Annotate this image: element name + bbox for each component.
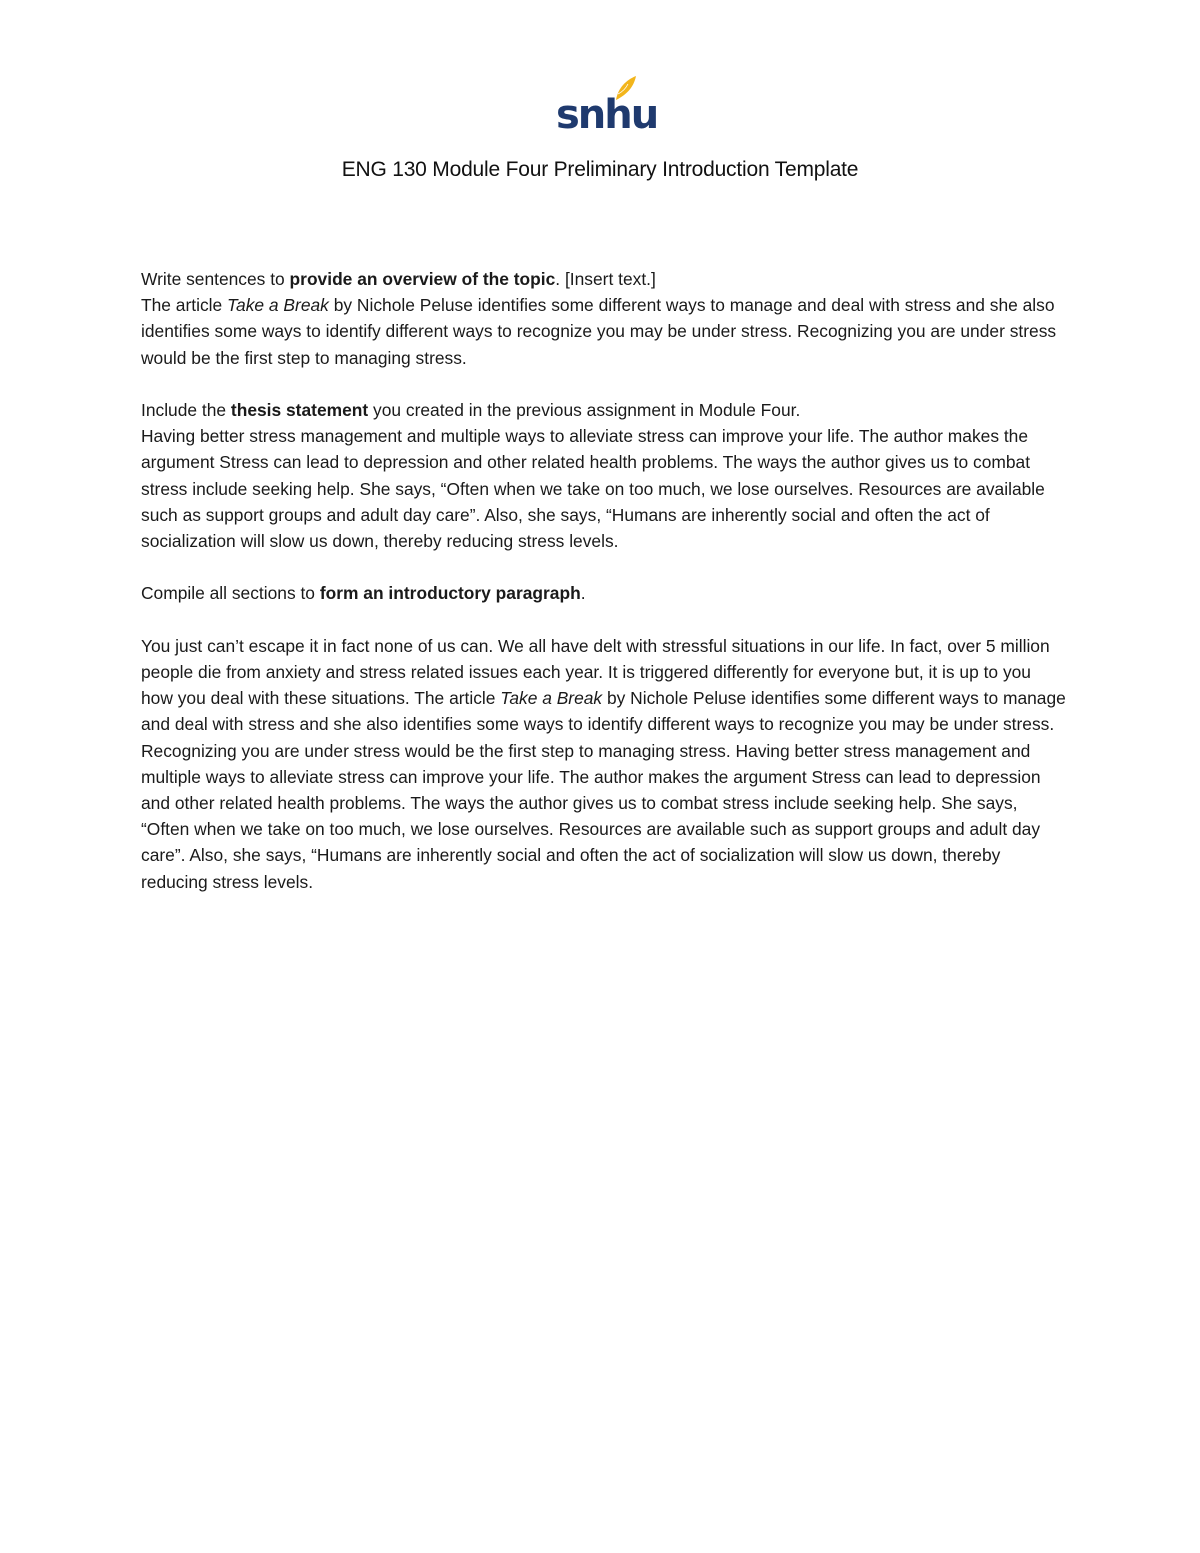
compile-prompt-suffix: .: [580, 583, 586, 604]
spacer: [141, 371, 1066, 397]
overview-text-start: The article: [141, 295, 228, 316]
article-title: Take a Break: [500, 688, 603, 709]
intro-text-end: by Nichole Peluse identifies some different ways to manage and deal with stress and she also identifies some ways to identify different ways to recognize you may be under stress. Recognizing you are under stress would be the first step to managing stress. Having better stress management and multiple ways to alleviate stress can improve your life. The author makes the argument Stress can lead to depression and other related health problems. The ways the author gives us to combat stress include seeking help. She says, “Often when we take on too much, we lose ourselves. Resources are available such as support groups and adult day care”. Also, she says, “Humans are inherently social and often the act of socialization will slow us down, thereby reducing stress levels.: [141, 688, 1066, 892]
thesis-prompt-suffix: you created in the previous assignment in Module Four.: [368, 400, 801, 420]
thesis-paragraph: Having better stress management and multiple ways to alleviate stress can improve your life. The author makes the argument Stress can lead to depression and other related health problems. The ways the author gives us to combat stress include seeking help. She says, “Often when we take on too much, we lose ourselves. Resources are available such as support groups and adult day care”. Also, she says, “Humans are inherently social and often the act of socialization will slow us down, thereby reducing stress levels.: [141, 426, 1045, 552]
document-title: ENG 130 Module Four Preliminary Introduction Template: [341, 158, 859, 181]
overview-prompt-suffix: . [Insert text.]: [555, 269, 656, 289]
snhu-logo: [554, 72, 658, 138]
overview-paragraph: [141, 292, 1066, 371]
svg-text:snhu: snhu: [556, 92, 658, 138]
compile-prompt-text: Compile all sections to: [141, 583, 320, 604]
document-body: [141, 266, 1066, 895]
compile-prompt: [141, 580, 1066, 606]
overview-prompt-text: Write sentences to: [141, 269, 290, 289]
intro-text-start: You just can’t escape it in fact none of us can. We all have delt with stressful situations in our life. In fact, over 5 million people die from anxiety and stress related issues each year. It is triggered differently for everyone but, it is up to you how you deal with these situations. The article: [141, 635, 1050, 709]
article-title: Take a Break: [227, 295, 329, 316]
overview-text-end: by Nichole Peluse identifies some different ways to manage and deal with stress and she also identifies some ways to identify different ways to recognize you may be under stress. Recognizing you are under stress would be the first step to managing stress.: [141, 295, 1057, 368]
compile-prompt-emphasis: form an introductory paragraph: [319, 583, 581, 604]
thesis-prompt-text: Include the: [141, 400, 231, 420]
overview-prompt-emphasis: provide an overview of the topic: [289, 269, 556, 289]
spacer: [141, 607, 1066, 633]
introductory-paragraph: [141, 633, 1066, 895]
snhu-logo-graphic: [554, 72, 658, 138]
overview-prompt: [141, 266, 1066, 292]
spacer: [141, 554, 1066, 580]
thesis-prompt: [141, 397, 1066, 423]
thesis-prompt-emphasis: thesis statement: [230, 400, 369, 420]
